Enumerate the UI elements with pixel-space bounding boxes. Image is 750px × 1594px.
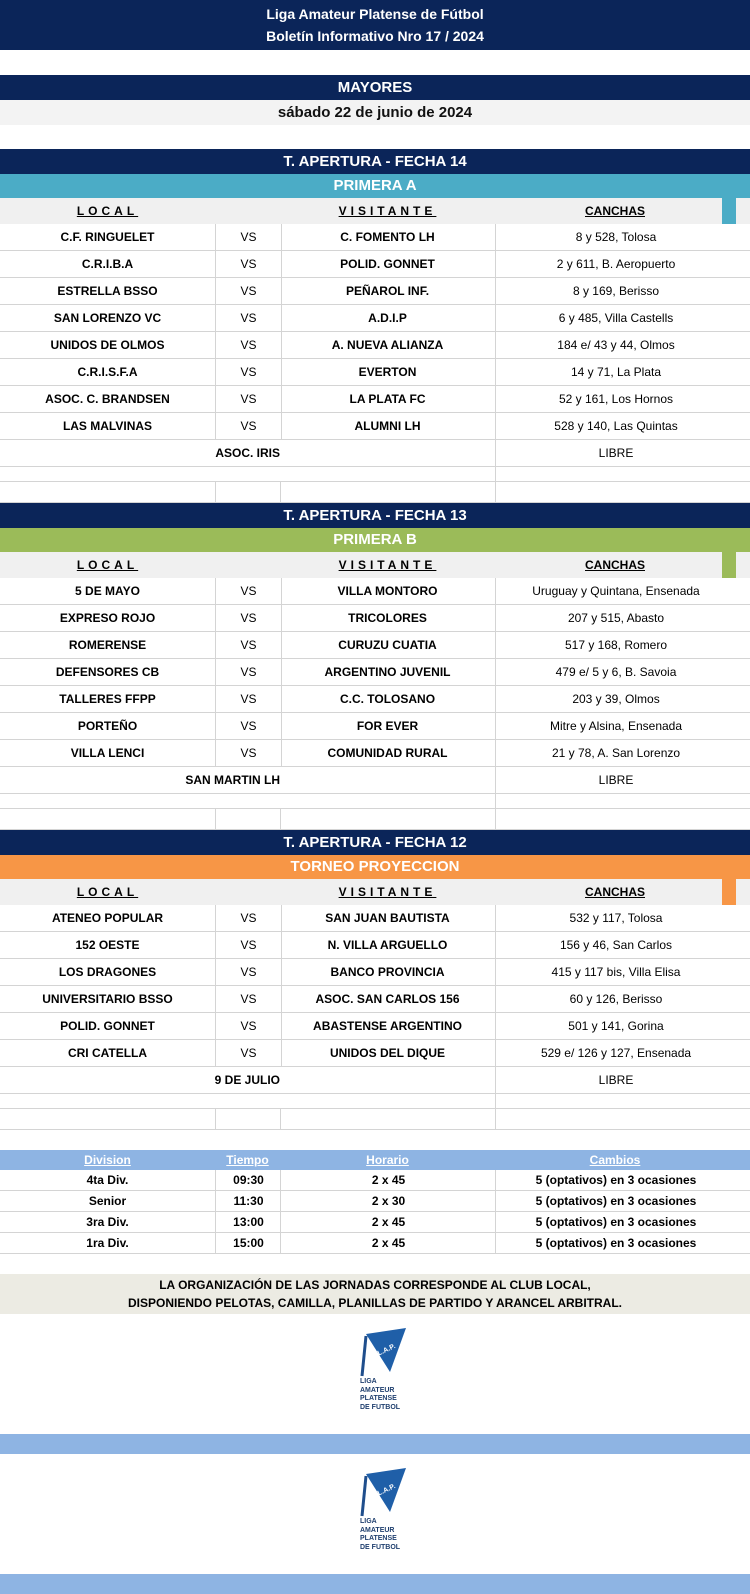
vs-label: VS bbox=[215, 278, 282, 304]
match-row bbox=[0, 1013, 750, 1040]
col-canchas: CANCHAS bbox=[585, 204, 645, 218]
match-row bbox=[0, 1040, 750, 1067]
schedule-col-cambios: Cambios bbox=[589, 1153, 641, 1167]
bye-team: 9 DE JULIO bbox=[214, 1073, 280, 1087]
visiting-team: POLID. GONNET bbox=[340, 257, 435, 271]
venue: 479 e/ 5 y 6, B. Savoia bbox=[495, 659, 736, 685]
match-row bbox=[0, 386, 750, 413]
schedule-time: 15:00 bbox=[215, 1233, 281, 1253]
schedule-time: 09:30 bbox=[215, 1170, 281, 1190]
schedule-division: 3ra Div. bbox=[86, 1215, 129, 1229]
cell-border bbox=[495, 482, 496, 502]
match-row bbox=[0, 659, 750, 686]
bye-label: LIBRE bbox=[495, 767, 736, 793]
visiting-team: N. VILLA ARGUELLO bbox=[327, 938, 448, 952]
bulletin-number: Boletín Informativo Nro 17 / 2024 bbox=[266, 28, 484, 44]
venue: 2 y 611, B. Aeropuerto bbox=[495, 251, 736, 277]
visiting-team: VILLA MONTORO bbox=[337, 584, 438, 598]
match-date: sábado 22 de junio de 2024 bbox=[0, 100, 750, 125]
spacer bbox=[0, 125, 750, 149]
schedule-duration: 2 x 45 bbox=[280, 1170, 496, 1190]
match-row bbox=[0, 740, 750, 767]
visiting-team: SAN JUAN BAUTISTA bbox=[325, 911, 450, 925]
local-team: TALLERES FFPP bbox=[59, 692, 156, 706]
local-team: ASOC. C. BRANDSEN bbox=[45, 392, 170, 406]
match-row bbox=[0, 413, 750, 440]
local-team: ESTRELLA BSSO bbox=[57, 284, 158, 298]
venue: 517 y 168, Romero bbox=[495, 632, 736, 658]
visiting-team: COMUNIDAD RURAL bbox=[327, 746, 448, 760]
local-team: LOS DRAGONES bbox=[58, 965, 157, 979]
section-color-stripe bbox=[722, 552, 736, 578]
match-row bbox=[0, 932, 750, 959]
match-row bbox=[0, 332, 750, 359]
local-team: CRI CATELLA bbox=[67, 1046, 148, 1060]
match-row bbox=[0, 278, 750, 305]
vs-label: VS bbox=[215, 713, 282, 739]
match-row bbox=[0, 686, 750, 713]
logo-text-line: PLATENSE bbox=[360, 1395, 397, 1402]
visiting-team: A. NUEVA ALIANZA bbox=[331, 338, 444, 352]
division-title: PRIMERA A bbox=[0, 174, 750, 198]
vs-label: VS bbox=[215, 386, 282, 412]
vs-label: VS bbox=[215, 413, 282, 439]
logo-flag-text: L.A.P. bbox=[376, 1483, 397, 1498]
divider-bar-bottom bbox=[0, 1574, 750, 1594]
cell-border bbox=[215, 482, 216, 502]
local-team: PORTEÑO bbox=[77, 719, 138, 733]
venue: Mitre y Alsina, Ensenada bbox=[495, 713, 736, 739]
bye-label: LIBRE bbox=[495, 1067, 736, 1093]
visiting-team: PEÑAROL INF. bbox=[345, 284, 430, 298]
cell-border bbox=[280, 1109, 281, 1129]
fecha-title: T. APERTURA - FECHA 13 bbox=[0, 503, 750, 528]
local-team: 5 DE MAYO bbox=[75, 584, 140, 598]
venue: 528 y 140, Las Quintas bbox=[495, 413, 736, 439]
match-row bbox=[0, 251, 750, 278]
local-team: SAN LORENZO VC bbox=[53, 311, 162, 325]
vs-label: VS bbox=[215, 332, 282, 358]
fixture-section bbox=[0, 503, 750, 830]
col-canchas: CANCHAS bbox=[585, 885, 645, 899]
venue: 21 y 78, A. San Lorenzo bbox=[495, 740, 736, 766]
division-title: PRIMERA B bbox=[0, 528, 750, 552]
logo-flag-text: L.A.P. bbox=[376, 1343, 397, 1358]
venue: 207 y 515, Abasto bbox=[495, 605, 736, 631]
spacer bbox=[0, 1130, 750, 1150]
cell-border bbox=[495, 794, 496, 808]
vs-label: VS bbox=[215, 1013, 282, 1039]
visiting-team: EVERTON bbox=[358, 365, 417, 379]
schedule-duration: 2 x 45 bbox=[280, 1233, 496, 1253]
local-team: ROMERENSE bbox=[68, 638, 147, 652]
venue: 8 y 528, Tolosa bbox=[495, 224, 736, 250]
vs-label: VS bbox=[215, 986, 282, 1012]
cell-border bbox=[215, 1109, 216, 1129]
cell-border bbox=[280, 809, 281, 829]
logo-text-line: DE FUTBOL bbox=[360, 1403, 401, 1411]
local-team: C.F. RINGUELET bbox=[60, 230, 155, 244]
league-title: Liga Amateur Platense de Fútbol bbox=[266, 6, 484, 22]
venue: 501 y 141, Gorina bbox=[495, 1013, 736, 1039]
bulletin-header bbox=[0, 0, 750, 50]
column-header bbox=[0, 198, 750, 224]
league-logo-2 bbox=[0, 1454, 750, 1574]
schedule-col-horario: Horario bbox=[366, 1153, 409, 1167]
local-team: ATENEO POPULAR bbox=[51, 911, 164, 925]
cell-border bbox=[215, 809, 216, 829]
match-row bbox=[0, 305, 750, 332]
cell-border bbox=[495, 1094, 496, 1108]
visiting-team: LA PLATA FC bbox=[349, 392, 426, 406]
visiting-team: C. FOMENTO LH bbox=[340, 230, 435, 244]
logo-text-line: LIGA bbox=[360, 1518, 377, 1525]
schedule-duration: 2 x 30 bbox=[280, 1191, 496, 1211]
logo-text-line: PLATENSE bbox=[360, 1535, 397, 1542]
schedule-division: 1ra Div. bbox=[86, 1236, 129, 1250]
local-team: UNIDOS DE OLMOS bbox=[50, 338, 165, 352]
vs-label: VS bbox=[215, 224, 282, 250]
column-header bbox=[0, 552, 750, 578]
venue: 184 e/ 43 y 44, Olmos bbox=[495, 332, 736, 358]
vs-label: VS bbox=[215, 959, 282, 985]
empty-row bbox=[0, 482, 750, 503]
bye-row bbox=[0, 1067, 750, 1094]
vs-label: VS bbox=[215, 932, 282, 958]
cell-border bbox=[495, 1109, 496, 1129]
note-line-2: DISPONIENDO PELOTAS, CAMILLA, PLANILLAS DE PARTIDO Y ARANCEL ARBITRAL. bbox=[127, 1296, 622, 1310]
schedule-row bbox=[0, 1191, 750, 1212]
schedule-changes: 5 (optativos) en 3 ocasiones bbox=[495, 1191, 736, 1211]
venue: 203 y 39, Olmos bbox=[495, 686, 736, 712]
match-row bbox=[0, 632, 750, 659]
schedule-division: Senior bbox=[88, 1194, 127, 1208]
visiting-team: ALUMNI LH bbox=[354, 419, 421, 433]
visiting-team: UNIDOS DEL DIQUE bbox=[329, 1046, 446, 1060]
visiting-team: TRICOLORES bbox=[348, 611, 427, 625]
local-team: C.R.I.B.A bbox=[81, 257, 134, 271]
cell-border bbox=[495, 467, 496, 481]
venue: 529 e/ 126 y 127, Ensenada bbox=[495, 1040, 736, 1066]
venue: 14 y 71, La Plata bbox=[495, 359, 736, 385]
match-row bbox=[0, 959, 750, 986]
column-header bbox=[0, 879, 750, 905]
local-team: C.R.I.S.F.A bbox=[77, 365, 138, 379]
schedule-row bbox=[0, 1170, 750, 1191]
vs-label: VS bbox=[215, 605, 282, 631]
sections-container bbox=[0, 149, 750, 1130]
venue: 60 y 126, Berisso bbox=[495, 986, 736, 1012]
schedule-header bbox=[0, 1150, 750, 1170]
schedule-row bbox=[0, 1233, 750, 1254]
league-logo bbox=[0, 1314, 750, 1434]
col-visitante: VISITANTE bbox=[338, 885, 437, 899]
bye-team: SAN MARTIN LH bbox=[185, 773, 280, 787]
section-color-stripe bbox=[722, 198, 736, 224]
match-row bbox=[0, 224, 750, 251]
empty-row bbox=[0, 467, 750, 482]
divider-bar bbox=[0, 1434, 750, 1454]
match-row bbox=[0, 986, 750, 1013]
visiting-team: FOR EVER bbox=[356, 719, 419, 733]
schedule-changes: 5 (optativos) en 3 ocasiones bbox=[495, 1233, 736, 1253]
spacer bbox=[0, 1254, 750, 1274]
match-row bbox=[0, 713, 750, 740]
venue: 156 y 46, San Carlos bbox=[495, 932, 736, 958]
schedule-changes: 5 (optativos) en 3 ocasiones bbox=[495, 1212, 736, 1232]
schedule-row bbox=[0, 1212, 750, 1233]
logo-text-line: AMATEUR bbox=[360, 1526, 395, 1534]
local-team: LAS MALVINAS bbox=[62, 419, 153, 433]
logo-text-line: LIGA bbox=[360, 1378, 377, 1385]
venue: Uruguay y Quintana, Ensenada bbox=[495, 578, 736, 604]
logo-text-line: AMATEUR bbox=[360, 1386, 395, 1394]
vs-label: VS bbox=[215, 659, 282, 685]
match-row bbox=[0, 905, 750, 932]
logo-text bbox=[360, 1378, 400, 1412]
schedule-changes: 5 (optativos) en 3 ocasiones bbox=[495, 1170, 736, 1190]
local-team: POLID. GONNET bbox=[60, 1019, 155, 1033]
organization-note bbox=[0, 1274, 750, 1314]
schedule-division: 4ta Div. bbox=[86, 1173, 129, 1187]
match-row bbox=[0, 578, 750, 605]
local-team: UNIVERSITARIO BSSO bbox=[42, 992, 173, 1006]
col-local: LOCAL bbox=[76, 204, 139, 218]
venue: 6 y 485, Villa Castells bbox=[495, 305, 736, 331]
venue: 52 y 161, Los Hornos bbox=[495, 386, 736, 412]
empty-row bbox=[0, 794, 750, 809]
schedule-time: 11:30 bbox=[215, 1191, 281, 1211]
col-local: LOCAL bbox=[76, 558, 139, 572]
fixture-section bbox=[0, 149, 750, 503]
schedule-table bbox=[0, 1150, 750, 1254]
vs-label: VS bbox=[215, 251, 282, 277]
visiting-team: ASOC. SAN CARLOS 156 bbox=[315, 992, 460, 1006]
vs-label: VS bbox=[215, 578, 282, 604]
cell-border bbox=[280, 482, 281, 502]
venue: 8 y 169, Berisso bbox=[495, 278, 736, 304]
spacer bbox=[0, 50, 750, 75]
empty-row bbox=[0, 1109, 750, 1130]
vs-label: VS bbox=[215, 686, 282, 712]
bye-team: ASOC. IRIS bbox=[215, 446, 280, 460]
empty-row bbox=[0, 809, 750, 830]
schedule-time: 13:00 bbox=[215, 1212, 281, 1232]
bye-row bbox=[0, 440, 750, 467]
section-color-stripe bbox=[722, 879, 736, 905]
local-team: 152 OESTE bbox=[75, 938, 140, 952]
category-band: MAYORES bbox=[0, 75, 750, 100]
empty-row bbox=[0, 1094, 750, 1109]
match-row bbox=[0, 605, 750, 632]
note-line-1: LA ORGANIZACIÓN DE LAS JORNADAS CORRESPONDE AL CLUB LOCAL, bbox=[159, 1278, 591, 1292]
venue: 532 y 117, Tolosa bbox=[495, 905, 736, 931]
visiting-team: ARGENTINO JUVENIL bbox=[324, 665, 451, 679]
local-team: EXPRESO ROJO bbox=[59, 611, 156, 625]
schedule-col-tiempo: Tiempo bbox=[226, 1153, 269, 1167]
cell-border bbox=[495, 809, 496, 829]
col-canchas: CANCHAS bbox=[585, 558, 645, 572]
fecha-title: T. APERTURA - FECHA 14 bbox=[0, 149, 750, 174]
vs-label: VS bbox=[215, 740, 282, 766]
fixture-section bbox=[0, 830, 750, 1130]
bye-label: LIBRE bbox=[495, 440, 736, 466]
visiting-team: C.C. TOLOSANO bbox=[339, 692, 436, 706]
local-team: VILLA LENCI bbox=[70, 746, 145, 760]
division-title: TORNEO PROYECCION bbox=[0, 855, 750, 879]
match-row bbox=[0, 359, 750, 386]
logo-text bbox=[360, 1518, 400, 1552]
col-visitante: VISITANTE bbox=[338, 558, 437, 572]
vs-label: VS bbox=[215, 1040, 282, 1066]
local-team: DEFENSORES CB bbox=[55, 665, 160, 679]
col-local: LOCAL bbox=[76, 885, 139, 899]
venue: 415 y 117 bis, Villa Elisa bbox=[495, 959, 736, 985]
schedule-duration: 2 x 45 bbox=[280, 1212, 496, 1232]
bye-row bbox=[0, 767, 750, 794]
vs-label: VS bbox=[215, 905, 282, 931]
visiting-team: BANCO PROVINCIA bbox=[330, 965, 445, 979]
col-visitante: VISITANTE bbox=[338, 204, 437, 218]
fecha-title: T. APERTURA - FECHA 12 bbox=[0, 830, 750, 855]
schedule-col-division: Division bbox=[84, 1153, 131, 1167]
vs-label: VS bbox=[215, 632, 282, 658]
visiting-team: A.D.I.P bbox=[368, 311, 407, 325]
vs-label: VS bbox=[215, 359, 282, 385]
vs-label: VS bbox=[215, 305, 282, 331]
visiting-team: CURUZU CUATIA bbox=[338, 638, 437, 652]
logo-text-line: DE FUTBOL bbox=[360, 1543, 401, 1551]
visiting-team: ABASTENSE ARGENTINO bbox=[313, 1019, 462, 1033]
